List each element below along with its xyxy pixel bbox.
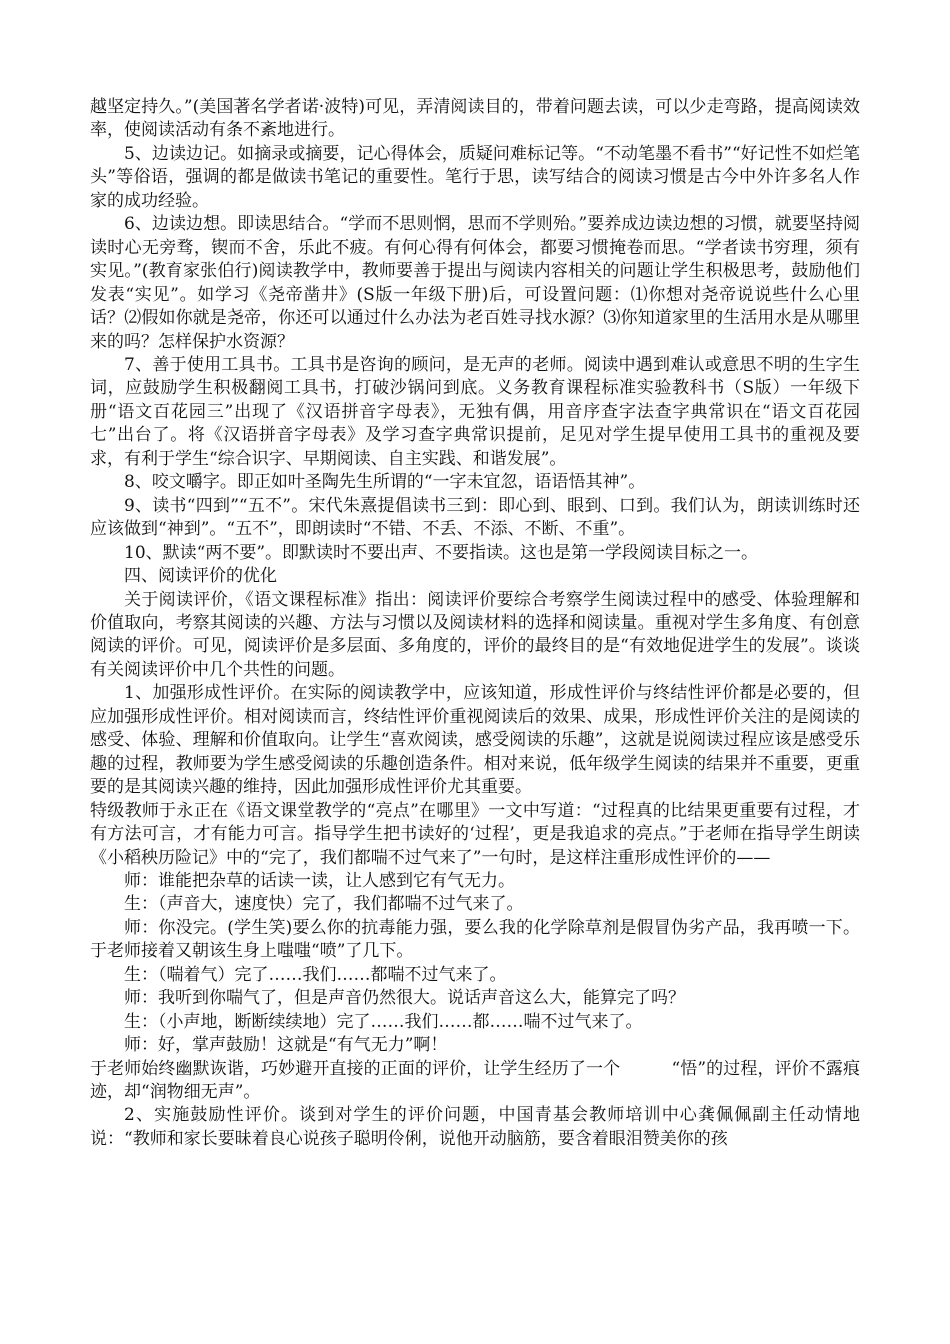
paragraph: 10、默读“两不要”。即默读时不要出声、不要指读。这也是第一学段阅读目标之一。 [124, 542, 759, 563]
paragraph: 6、边读边想。即读思结合。“学而不思则惘，思而不学则殆。”要养成边读边想的习惯，就要坚持阅读时心无旁骛，锲而不舍，乐此不疲。有何心得有何体会，都要习惯掩卷而思。“学者读书穷理，须有实见。”(教育家张伯行)阅读教学中，教师要善于提出与阅读内容相关的问题让学生积极思考，鼓励他们发表“实见”。如学习《尧帝凿井》(S版一年级下册)后，可设置问题：⑴你想对尧帝说说些什么心里话？⑵假如你就是尧帝，你还可以通过什么办法为老百姓寻找水源？⑶你知道家里的生活用水是从哪里来的吗？怎样保护水资源？ [90, 214, 860, 352]
document-page [90, 96, 860, 1151]
paragraph: 关于阅读评价，《语文课程标准》指出：阅读评价要综合考察学生阅读过程中的感受、体验理解和价值取向，考察其阅读的兴趣、方法与习惯以及阅读材料的选择和阅读量。重视对学生多角度、有创意阅读的评价。可见，阅读评价是多层面、多角度的，评价的最终目的是“有效地促进学生的发展”。谈谈有关阅读评价中几个共性的问题。 [90, 589, 860, 680]
paragraph: 特级教师于永正在《语文课堂教学的“亮点”在哪里》一文中写道：“过程真的比结果更重要有过程，才有方法可言，才有能力可言。指导学生把书读好的‘过程’，更是我追求的亮点。”于老师在指导学生朗读《小稻秧历险记》中的“完了，我们都喘不过气来了”一句时，是这样注重形成性评价的—— [90, 800, 860, 868]
dialogue-line: 生：（喘着气）完了……我们……都喘不过气来了。 [124, 964, 507, 985]
dialogue-line: 师：我听到你喘气了，但是声音仍然很大。说话声音这么大，能算完了吗？ [124, 988, 685, 1009]
paragraph: 越坚定持久。”(美国著名学者诺·波特)可见，弄清阅读目的，带着问题去读，可以少走弯路，提高阅读效率，使阅读活动有条不紊地进行。 [90, 97, 860, 141]
paragraph: 5、边读边记。如摘录或摘要，记心得体会，质疑问难标记等。“不动笔墨不看书”“好记性不如烂笔头”等俗语，强调的都是做读书笔记的重要性。笔行于思，读写结合的阅读习惯是古今中外许多名人作家的成功经验。 [90, 143, 860, 211]
dialogue-line: 生：（声音大，速度快）完了，我们都喘不过气来了。 [124, 894, 524, 915]
paragraph: 于老师始终幽默诙谐，巧妙避开直接的正面的评价，让学生经历了一个 “悟”的过程，评价不露痕迹，却“润物细无声”。 [90, 1058, 860, 1103]
dialogue-line: 师：你没完。(学生笑)要么你的抗毒能力强，要么我的化学除草剂是假冒伪劣产品，我再喷一下。于老师接着又朝该生身上嗤嗤“喷”了几下。 [90, 917, 860, 962]
paragraph: 9、读书“四到”“五不”。宋代朱熹提倡读书三到：即心到、眼到、口到。我们认为，朗读训练时还应该做到“神到”。“五不”，即朗读时“不错、不丢、不添、不断、不重”。 [90, 495, 860, 540]
paragraph: 1、加强形成性评价。在实际的阅读教学中，应该知道，形成性评价与终结性评价都是必要的，但应加强形成性评价。相对阅读而言，终结性评价重视阅读后的效果、成果，形成性评价关注的是阅读的感受、体验、理解和价值取向。让学生“喜欢阅读，感受阅读的乐趣”，这就是说阅读过程应该是感受乐趣的过程，教师要为学生感受阅读的乐趣创造条件。相对来说，低年级学生阅读的结果并不重要，更重要的是其阅读兴趣的维持，因此加强形成性评价尤其重要。 [90, 683, 860, 798]
dialogue-line: 师：谁能把杂草的话读一读，让人感到它有气无力。 [124, 870, 515, 891]
dialogue-line: 生：（小声地，断断续续地）完了……我们……都……喘不过气来了。 [124, 1011, 643, 1032]
paragraph: 8、咬文嚼字。即正如叶圣陶先生所谓的“一字未宜忽，语语悟其神”。 [124, 472, 646, 493]
paragraph: 2、实施鼓励性评价。谈到对学生的评价问题，中国青基会教师培训中心龚佩佩副主任动情地说：“教师和家长要昧着良心说孩子聪明伶俐，说他开动脑筋，要含着眼泪赞美你的孩 [90, 1105, 860, 1149]
paragraph: 7、善于使用工具书。工具书是咨询的顾问，是无声的老师。阅读中遇到难认或意思不明的生字生词，应鼓励学生积极翻阅工具书，打破沙锅问到底。义务教育课程标准实验教科书（S版）一年级下册“语文百花园三”出现了《汉语拼音字母表》，无独有偶，用音序查字法查字典常识在“语文百花园七”出台了。将《汉语拼音字母表》及学习查字典常识提前，足见对学生提早使用工具书的重视及要求，有利于学生“综合识字、早期阅读、自主实践、和谐发展”。 [90, 354, 860, 469]
dialogue-line: 师：好，掌声鼓励！这就是“有气无力”啊！ [124, 1035, 448, 1056]
section-heading: 四、阅读评价的优化 [124, 566, 277, 587]
